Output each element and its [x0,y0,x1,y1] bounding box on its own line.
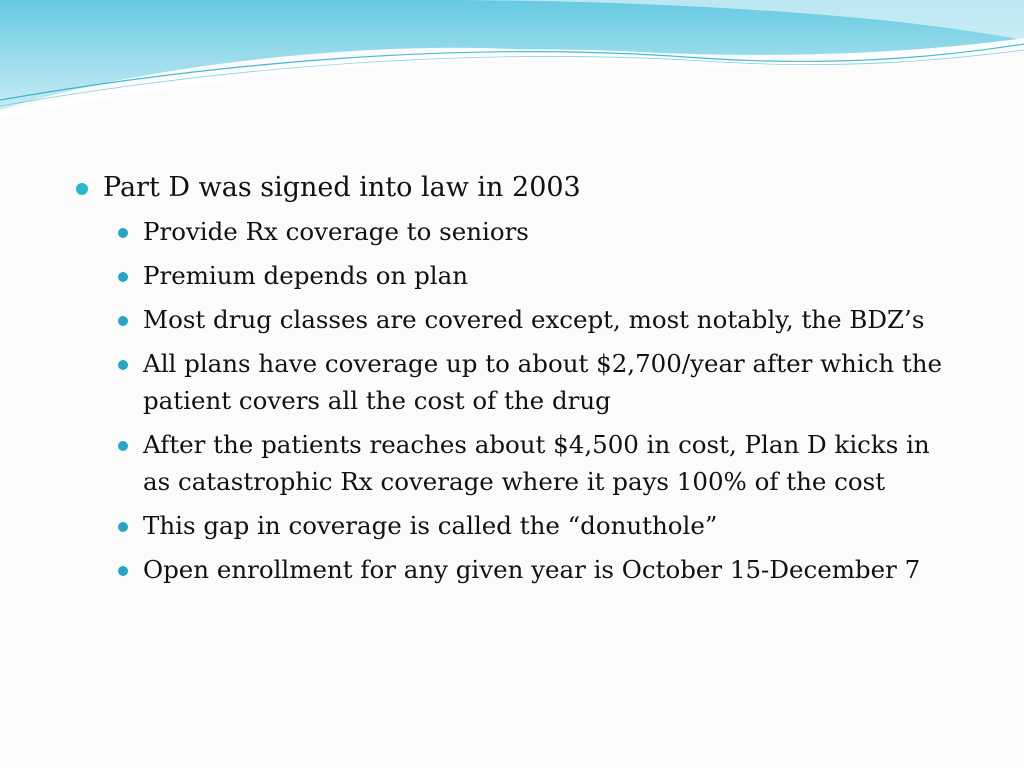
list-item [115,213,943,250]
list-item [115,257,943,294]
bullet-dot-icon [118,522,128,532]
sub-bullet-text: Provide Rx coverage to seniors [143,217,529,246]
sub-bullet-text: All plans have coverage up to about $2,700/year after which the patient covers all the cost of the drug [143,349,943,415]
bullet-dot-icon [118,441,128,451]
list-item [115,345,943,419]
bullet-dot-icon [118,316,128,326]
bullet-dot-icon [118,360,128,370]
sub-bullet-text: Open enrollment for any given year is October 15-December 7 [143,555,921,584]
sub-bullet-text: Premium depends on plan [143,261,468,290]
slide-content [76,165,976,595]
list-item [115,426,943,500]
bullet-dot-icon [118,272,128,282]
list-item [115,551,943,588]
header-wave-decoration [0,0,1024,130]
main-bullet-text: Part D was signed into law in 2003 [103,172,581,203]
sub-bullet-text: This gap in coverage is called the “donuthole” [143,511,718,540]
sub-bullet-text: Most drug classes are covered except, most notably, the BDZ’s [143,305,925,334]
sub-bullet-text: After the patients reaches about $4,500 in cost, Plan D kicks in as catastrophic Rx coverage where it pays 100% of the cost [143,430,930,496]
main-bullet [76,165,976,210]
list-item [115,301,943,338]
list-item [115,507,943,544]
bullet-dot-icon [76,183,88,195]
bullet-dot-icon [118,228,128,238]
sub-bullet-list [115,213,976,588]
bullet-dot-icon [118,566,128,576]
